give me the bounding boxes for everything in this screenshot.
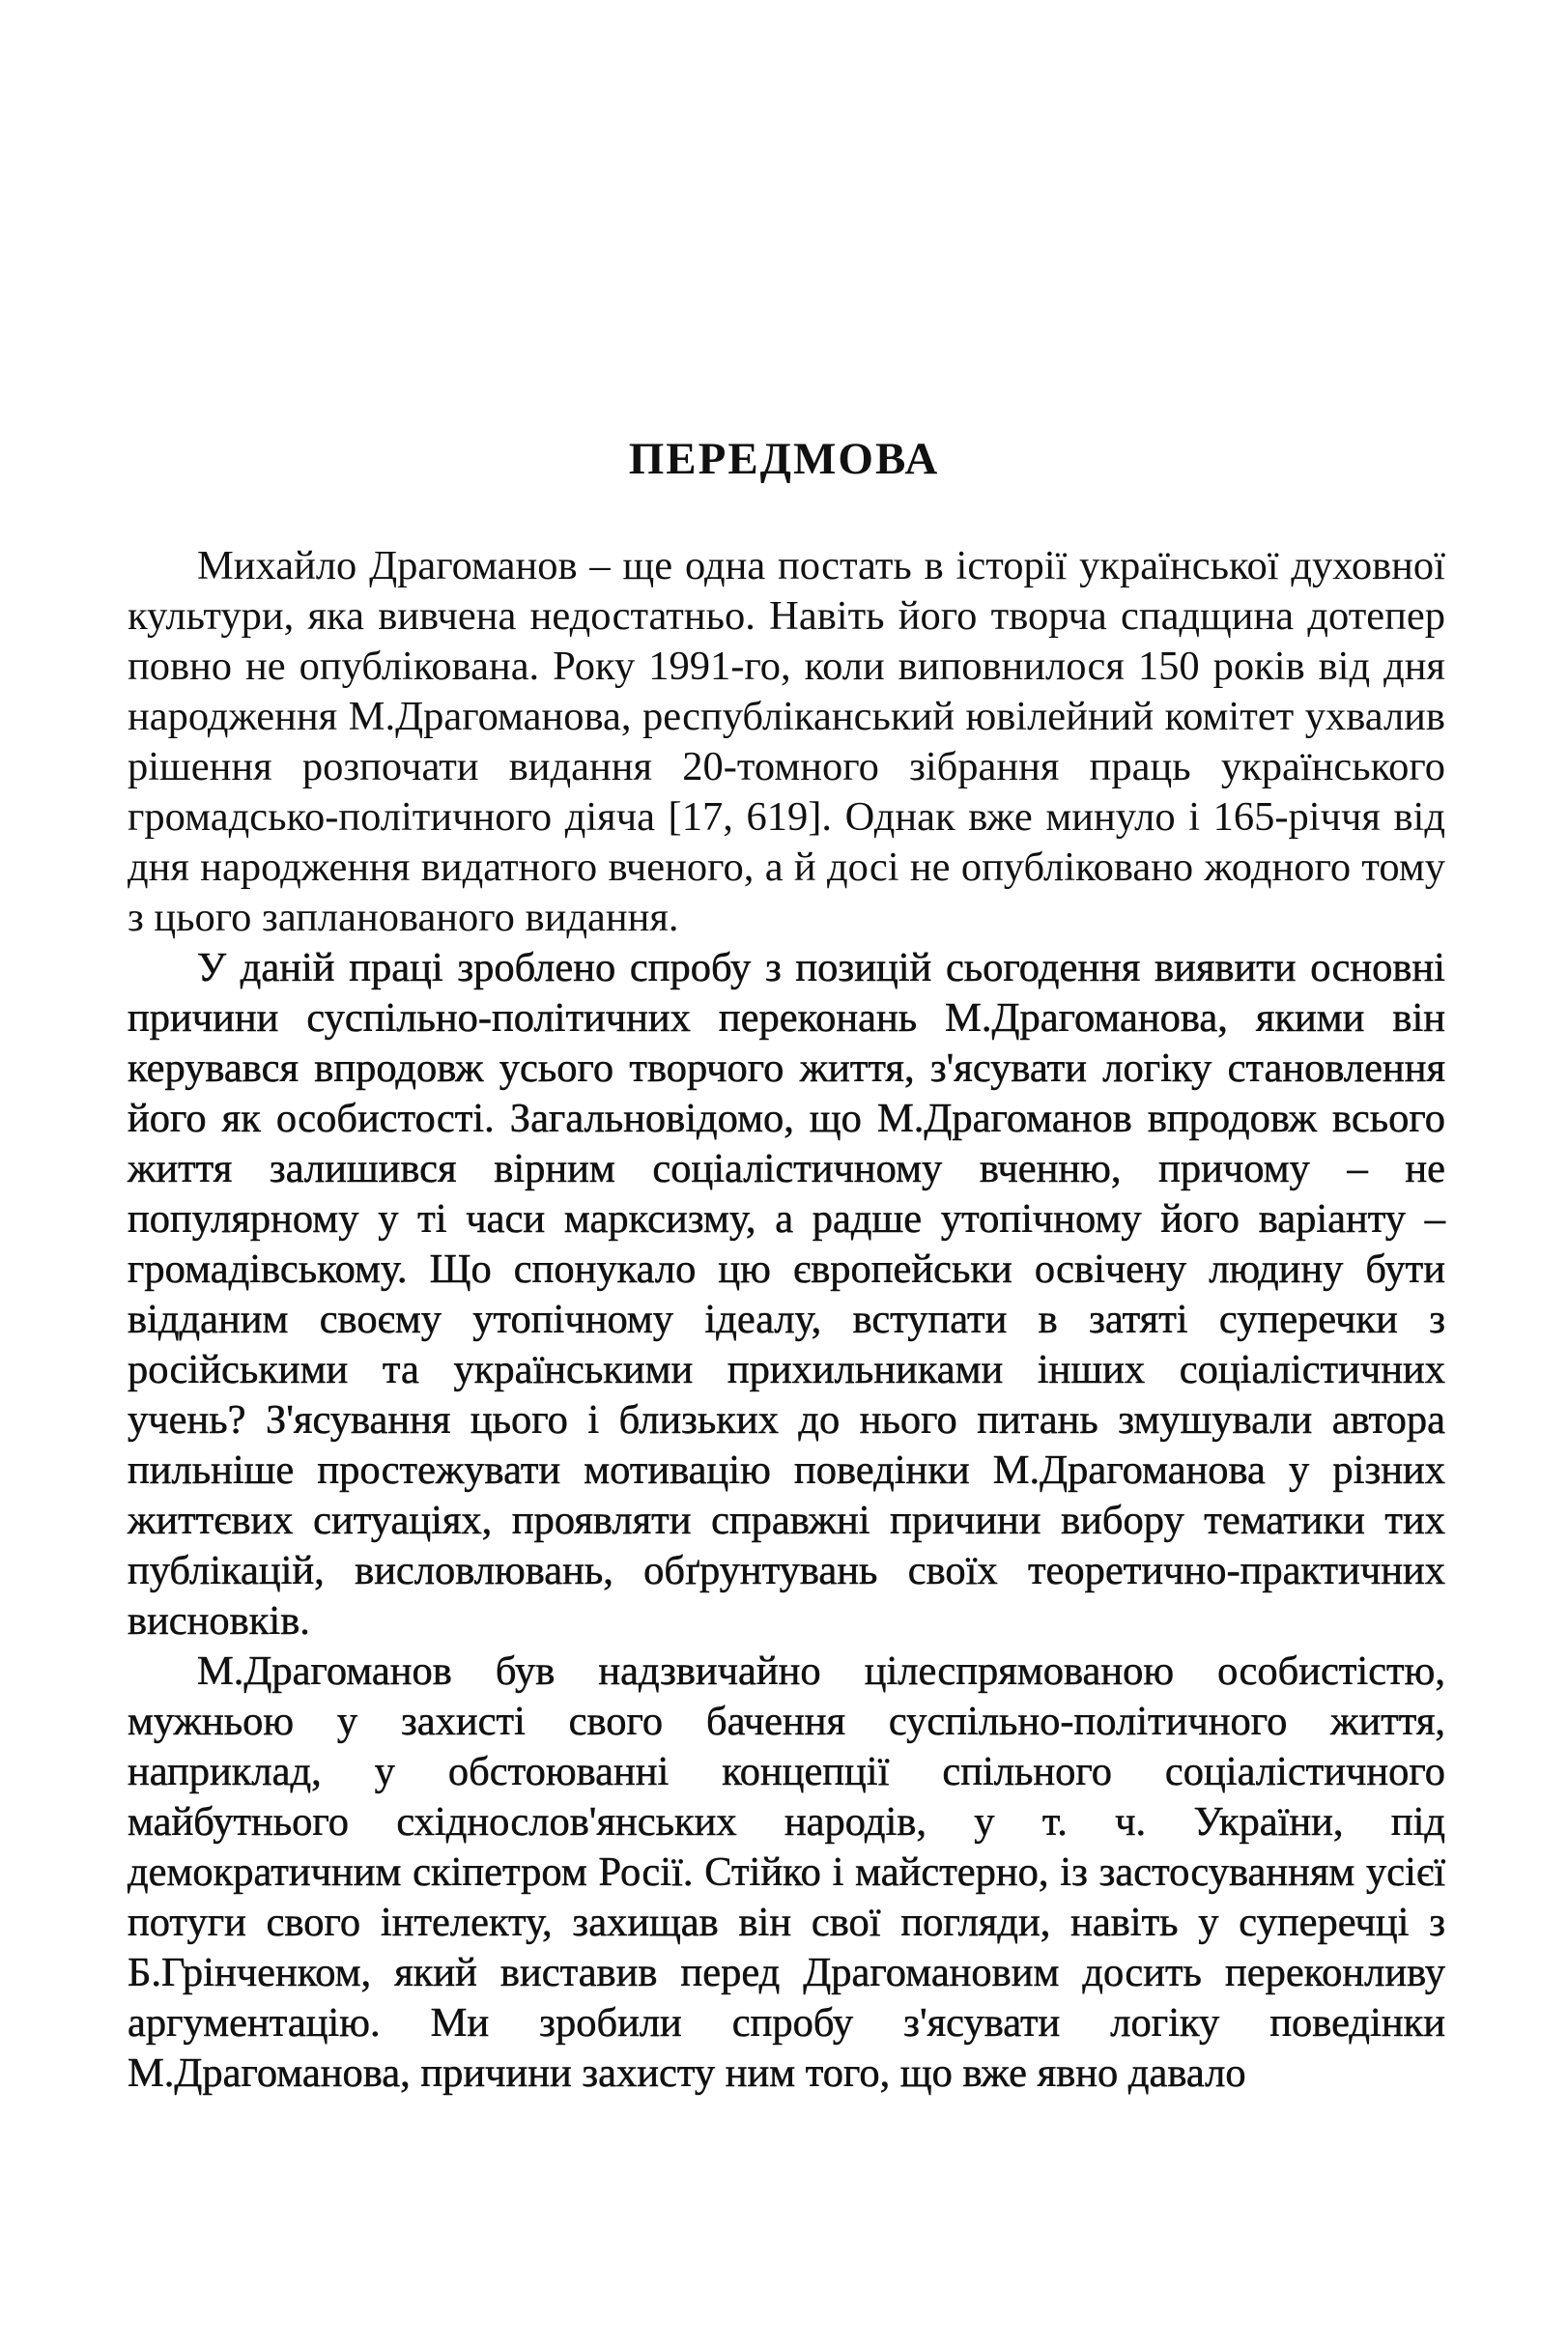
- body-text: [128, 541, 1445, 2099]
- paragraph-3: М.Драгоманов був надзвичайно цілеспрямованою особистістю, мужньою у захисті свого бачення суспільно-політичного життя, наприклад, у обстоюванні концепції спільного соціалістичного майбутнього східнослов'янських народів, у т. ч. України, під демократичним скіпетром Росії. Стійко і майстерно, із застосуванням усієї потуги свого інтелекту, захищав він свої погляди, навіть у суперечці з Б.Грінченком, який виставив перед Драгомановим досить переконливу аргументацію. Ми зробили спробу з'ясувати логіку поведінки М.Драгоманова, причини захисту ним того, що вже явно давало: [128, 1648, 1445, 2096]
- paragraph-1: Михайло Драгоманов – ще одна постать в історії української духовної культури, яка вивчена недостатньо. Навіть його творча спадщина дотепер повно не опублікована. Року 1991-го, коли виповнилося 150 років від дня народження М.Драгоманова, республіканський ювілейний комітет ухвалив рішення розпочати видання 20-томного зібрання праць українського громадсько-політичного діяча [17, 619]. Однак вже минуло і 165-річчя від дня народження видатного вченого, а й досі не опубліковано жодного тому з цього запланованого видання.: [128, 543, 1445, 940]
- paragraph-2: У даній праці зроблено спробу з позицій сьогодення виявити основні причини суспільно-політичних переконань М.Драгоманова, якими він керувався впродовж усього творчого життя, з'ясувати логіку становлення його як особистості. Загальновідомо, що М.Драгоманов впродовж всього життя залишився вірним соціалістичному вченню, причому – не популярному у ті часи марксизму, а радше утопічному його варіанту – громадівському. Що спонукало цю європейськи освічену людину бути відданим своєму утопічному ідеалу, вступати в затяті суперечки з російськими та українськими прихильниками інших соціалістичних учень? З'ясування цього і близьких до нього питань змушували автора пильніше простежувати мотивацію поведінки М.Драгоманова у різних життєвих ситуаціях, проявляти справжні причини вибору тематики тих публікацій, висловлювань, обґрунтувань своїх теоретично-практичних висновків.: [128, 945, 1445, 1644]
- page-title: ПЕРЕДМОВА: [628, 434, 940, 484]
